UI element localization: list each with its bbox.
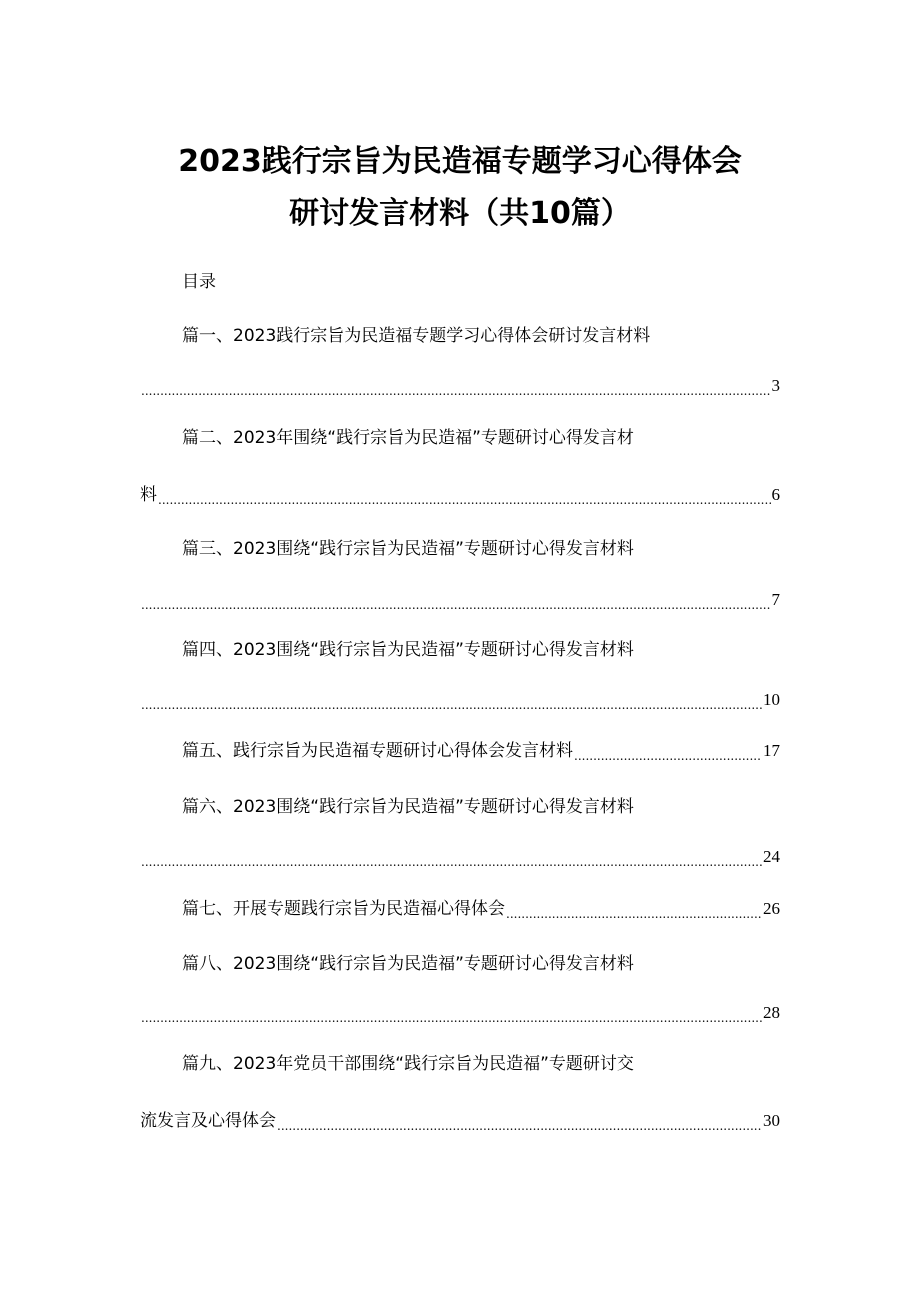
toc-entry-1-dots	[141, 373, 771, 399]
toc-entry-5-dots	[574, 738, 762, 764]
toc-entry-5-page: 17	[763, 741, 780, 760]
toc-entry-3-title[interactable]: 篇三、2023围绕“践行宗旨为民造福”专题研讨心得发言材料	[182, 539, 634, 559]
document-title-line-1: 2023践行宗旨为民造福专题学习心得体会	[178, 144, 742, 179]
toc-entry-2-title[interactable]: 篇二、2023年围绕“践行宗旨为民造福”专题研讨心得发言材	[182, 428, 634, 448]
toc-entry-2-leader-row[interactable]	[140, 482, 780, 508]
toc-entry-9-title[interactable]: 篇九、2023年党员干部围绕“践行宗旨为民造福”专题研讨交	[182, 1054, 634, 1074]
toc-entry-8-title[interactable]: 篇八、2023围绕“践行宗旨为民造福”专题研讨心得发言材料	[182, 954, 634, 974]
toc-entry-4-title[interactable]: 篇四、2023围绕“践行宗旨为民造福”专题研讨心得发言材料	[182, 640, 634, 660]
toc-entry-3-page: 7	[771, 590, 780, 609]
toc-entry-4-leader-row[interactable]	[140, 687, 780, 713]
toc-entry-3-leader-row[interactable]	[140, 587, 780, 613]
toc-entry-2-lead: 料	[140, 485, 157, 505]
toc-entry-2-page: 6	[771, 485, 780, 504]
toc-entry-8-leader-row[interactable]	[140, 1000, 780, 1026]
toc-entry-1-title[interactable]: 篇一、2023践行宗旨为民造福专题学习心得体会研讨发言材料	[182, 326, 651, 346]
toc-entry-7-leader-row[interactable]	[182, 896, 780, 922]
toc-heading: 目录	[182, 272, 216, 292]
toc-entry-6-title[interactable]: 篇六、2023围绕“践行宗旨为民造福”专题研讨心得发言材料	[182, 797, 634, 817]
toc-entry-7-dots	[506, 896, 762, 922]
toc-entry-1-page: 3	[771, 376, 780, 395]
toc-entry-2-dots	[158, 482, 771, 508]
toc-entry-4-dots	[141, 687, 762, 713]
toc-entry-1-leader-row[interactable]	[140, 373, 780, 399]
toc-entry-7-lead: 篇七、开展专题践行宗旨为民造福心得体会	[182, 899, 505, 919]
toc-entry-9-leader-row[interactable]	[140, 1108, 780, 1134]
toc-entry-4-page: 10	[763, 690, 780, 709]
toc-entry-9-page: 30	[763, 1111, 780, 1130]
toc-entry-8-page: 28	[763, 1003, 780, 1022]
toc-entry-5-lead: 篇五、践行宗旨为民造福专题研讨心得体会发言材料	[182, 741, 573, 761]
document-title-line-2: 研讨发言材料（共10篇）	[289, 196, 631, 231]
toc-entry-3-dots	[141, 587, 771, 613]
toc-entry-5-leader-row[interactable]	[182, 738, 780, 764]
toc-entry-9-dots	[277, 1108, 762, 1134]
toc-entry-9-lead: 流发言及心得体会	[140, 1111, 276, 1131]
toc-entry-8-dots	[141, 1000, 762, 1026]
toc-entry-7-page: 26	[763, 899, 780, 918]
toc-entry-6-page: 24	[763, 847, 780, 866]
toc-entry-6-dots	[141, 844, 762, 870]
toc-entry-6-leader-row[interactable]	[140, 844, 780, 870]
